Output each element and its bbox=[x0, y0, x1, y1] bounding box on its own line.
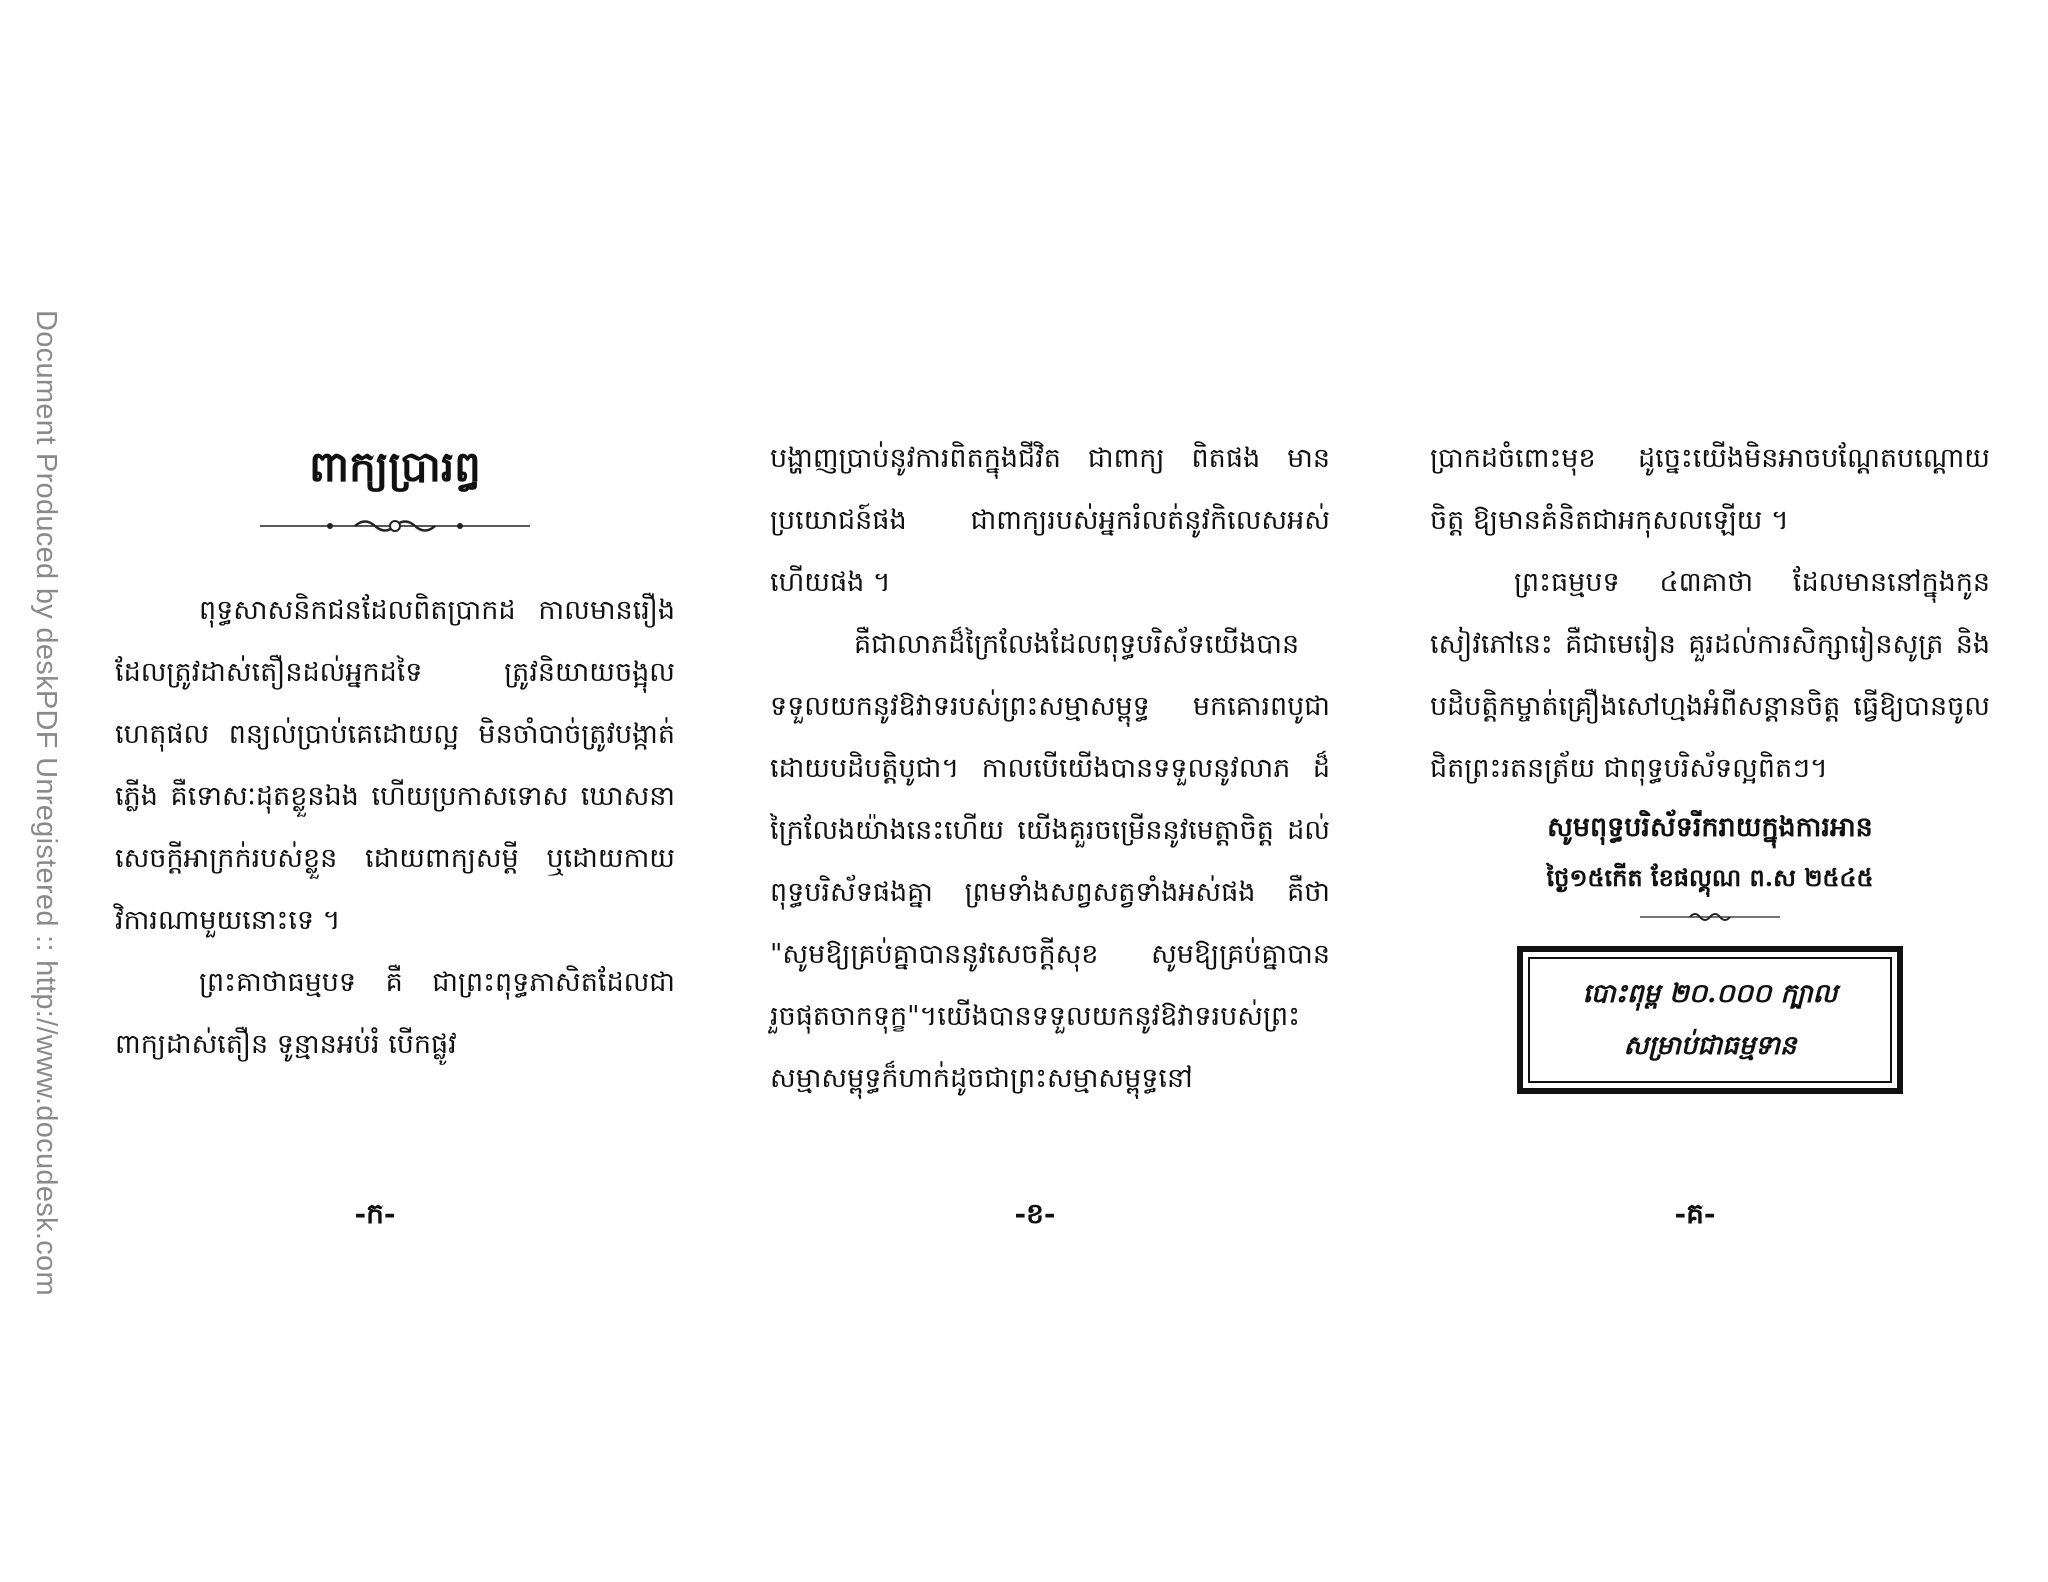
ornament-divider bbox=[1640, 910, 1780, 924]
page-1-column bbox=[115, 420, 675, 1076]
page-title: ពាក្យប្រារព្ធ bbox=[309, 442, 481, 491]
continuation-paragraph: បង្ហាញប្រាប់នូវការពិតក្នុងជីវិត ជាពាក្យ ពិតផង មានប្រយោជន៍ផង ជាពាក្យរបស់អ្នករំលត់នូវកិលេសអស់ហើយផង ។ bbox=[770, 443, 1330, 598]
continuation-paragraph: ប្រាកដចំពោះមុខ ដូច្នេះយើងមិនអាចបណ្ដែតបណ្ដោយចិត្ត ឱ្យមានគំនិតជាអកុសលឡើយ ។ bbox=[1430, 443, 1990, 536]
watermark-text: Document Produced by deskPDF Unregistered :: http://www.docudesk.com bbox=[30, 310, 62, 1296]
ornament-divider bbox=[260, 516, 530, 536]
merit-paragraph: គឺជាលាភដ៏ក្រៃលែងដែលពុទ្ធបរិស័ទយើងបានទទួលយកនូវឱវាទរបស់ព្រះសម្មាសម្ពុទ្ធ មកគោរពបូជា ដោយបដិបត្តិបូជា។ កាលបើយើងបានទទួលនូវលាភ ដ៏ក្រៃលែងយ៉ាងនេះហើយ យើងគួរចម្រើននូវមេត្តាចិត្ត ដល់ពុទ្ធបរិស័ទផងគ្នា ព្រមទាំងសព្វសត្វទាំងអស់ផង គឺថា "សូមឱ្យគ្រប់គ្នាបាននូវសេចក្ដីសុខ សូមឱ្យគ្រប់គ្នាបានរួចផុតចាកទុក្ខ"។យើងបានទទួលយកនូវឱវាទរបស់ព្រះសម្មាសម្ពុទ្ធក៏ហាក់ដូចជាព្រះសម្មាសម្ពុទ្ធនៅ bbox=[770, 629, 1330, 1094]
dedication-label: សម្រាប់ជាធម្មទាន bbox=[1623, 1031, 1797, 1061]
page-number-2: -ខ- bbox=[1014, 1197, 1056, 1230]
book-description-paragraph: ព្រះធម្មបទ ៤៣គាថា ដែលមាននៅក្នុងកូនសៀវភៅនេះ គឺជាមេរៀន គួរដល់ការសិក្សារៀនសូត្រ និងបដិបត្តិកម្ចាត់គ្រឿងសៅហ្មងអំពីសន្ដានចិត្ត ធ្វើឱ្យបានចូលជិតព្រះរតនត្រ័យ ជាពុទ្ធបរិស័ទល្អពិតៗ។ bbox=[1430, 567, 1990, 784]
intro-paragraph: ពុទ្ធសាសនិកជនដែលពិតប្រាកដ កាលមានរឿងដែលត្រូវដាស់តឿនដល់អ្នកដទៃ ត្រូវនិយាយចង្អុលហេតុផល ពន្យល់ប្រាប់គេដោយល្អ មិនចាំបាច់ត្រូវបង្កាត់ភ្លើង គឺទោសៈដុតខ្លួនឯង ហើយប្រកាសទោស ឃោសនាសេចក្ដីអាក្រក់របស់ខ្លួន ដោយពាក្យសម្ដី ឬដោយកាយវិការណាមួយនោះទេ ។ bbox=[115, 595, 675, 936]
page-2-column bbox=[770, 428, 1330, 1110]
date-line: ថ្ងៃ១៥កើត ខែផល្គុណ ព.ស ២៥៤៥ bbox=[1546, 863, 1874, 892]
page-number-1: -ក- bbox=[354, 1197, 396, 1230]
print-info-box bbox=[1517, 946, 1903, 1094]
page-3-column bbox=[1430, 428, 1990, 1094]
dhammapada-paragraph: ព្រះគាថាធម្មបទ គឺ ជាព្រះពុទ្ធភាសិតដែលជាពាក្យដាស់តឿន ទូន្មានអប់រំ បើកផ្លូវ bbox=[115, 967, 675, 1060]
print-count: បោះពុម្ព ២០.០០០ ក្បាល bbox=[1582, 979, 1838, 1009]
closing-wish: សូមពុទ្ធបរិស័ទរីករាយក្នុងការអាន bbox=[1547, 812, 1873, 843]
page-number-3: -គ- bbox=[1674, 1197, 1716, 1230]
